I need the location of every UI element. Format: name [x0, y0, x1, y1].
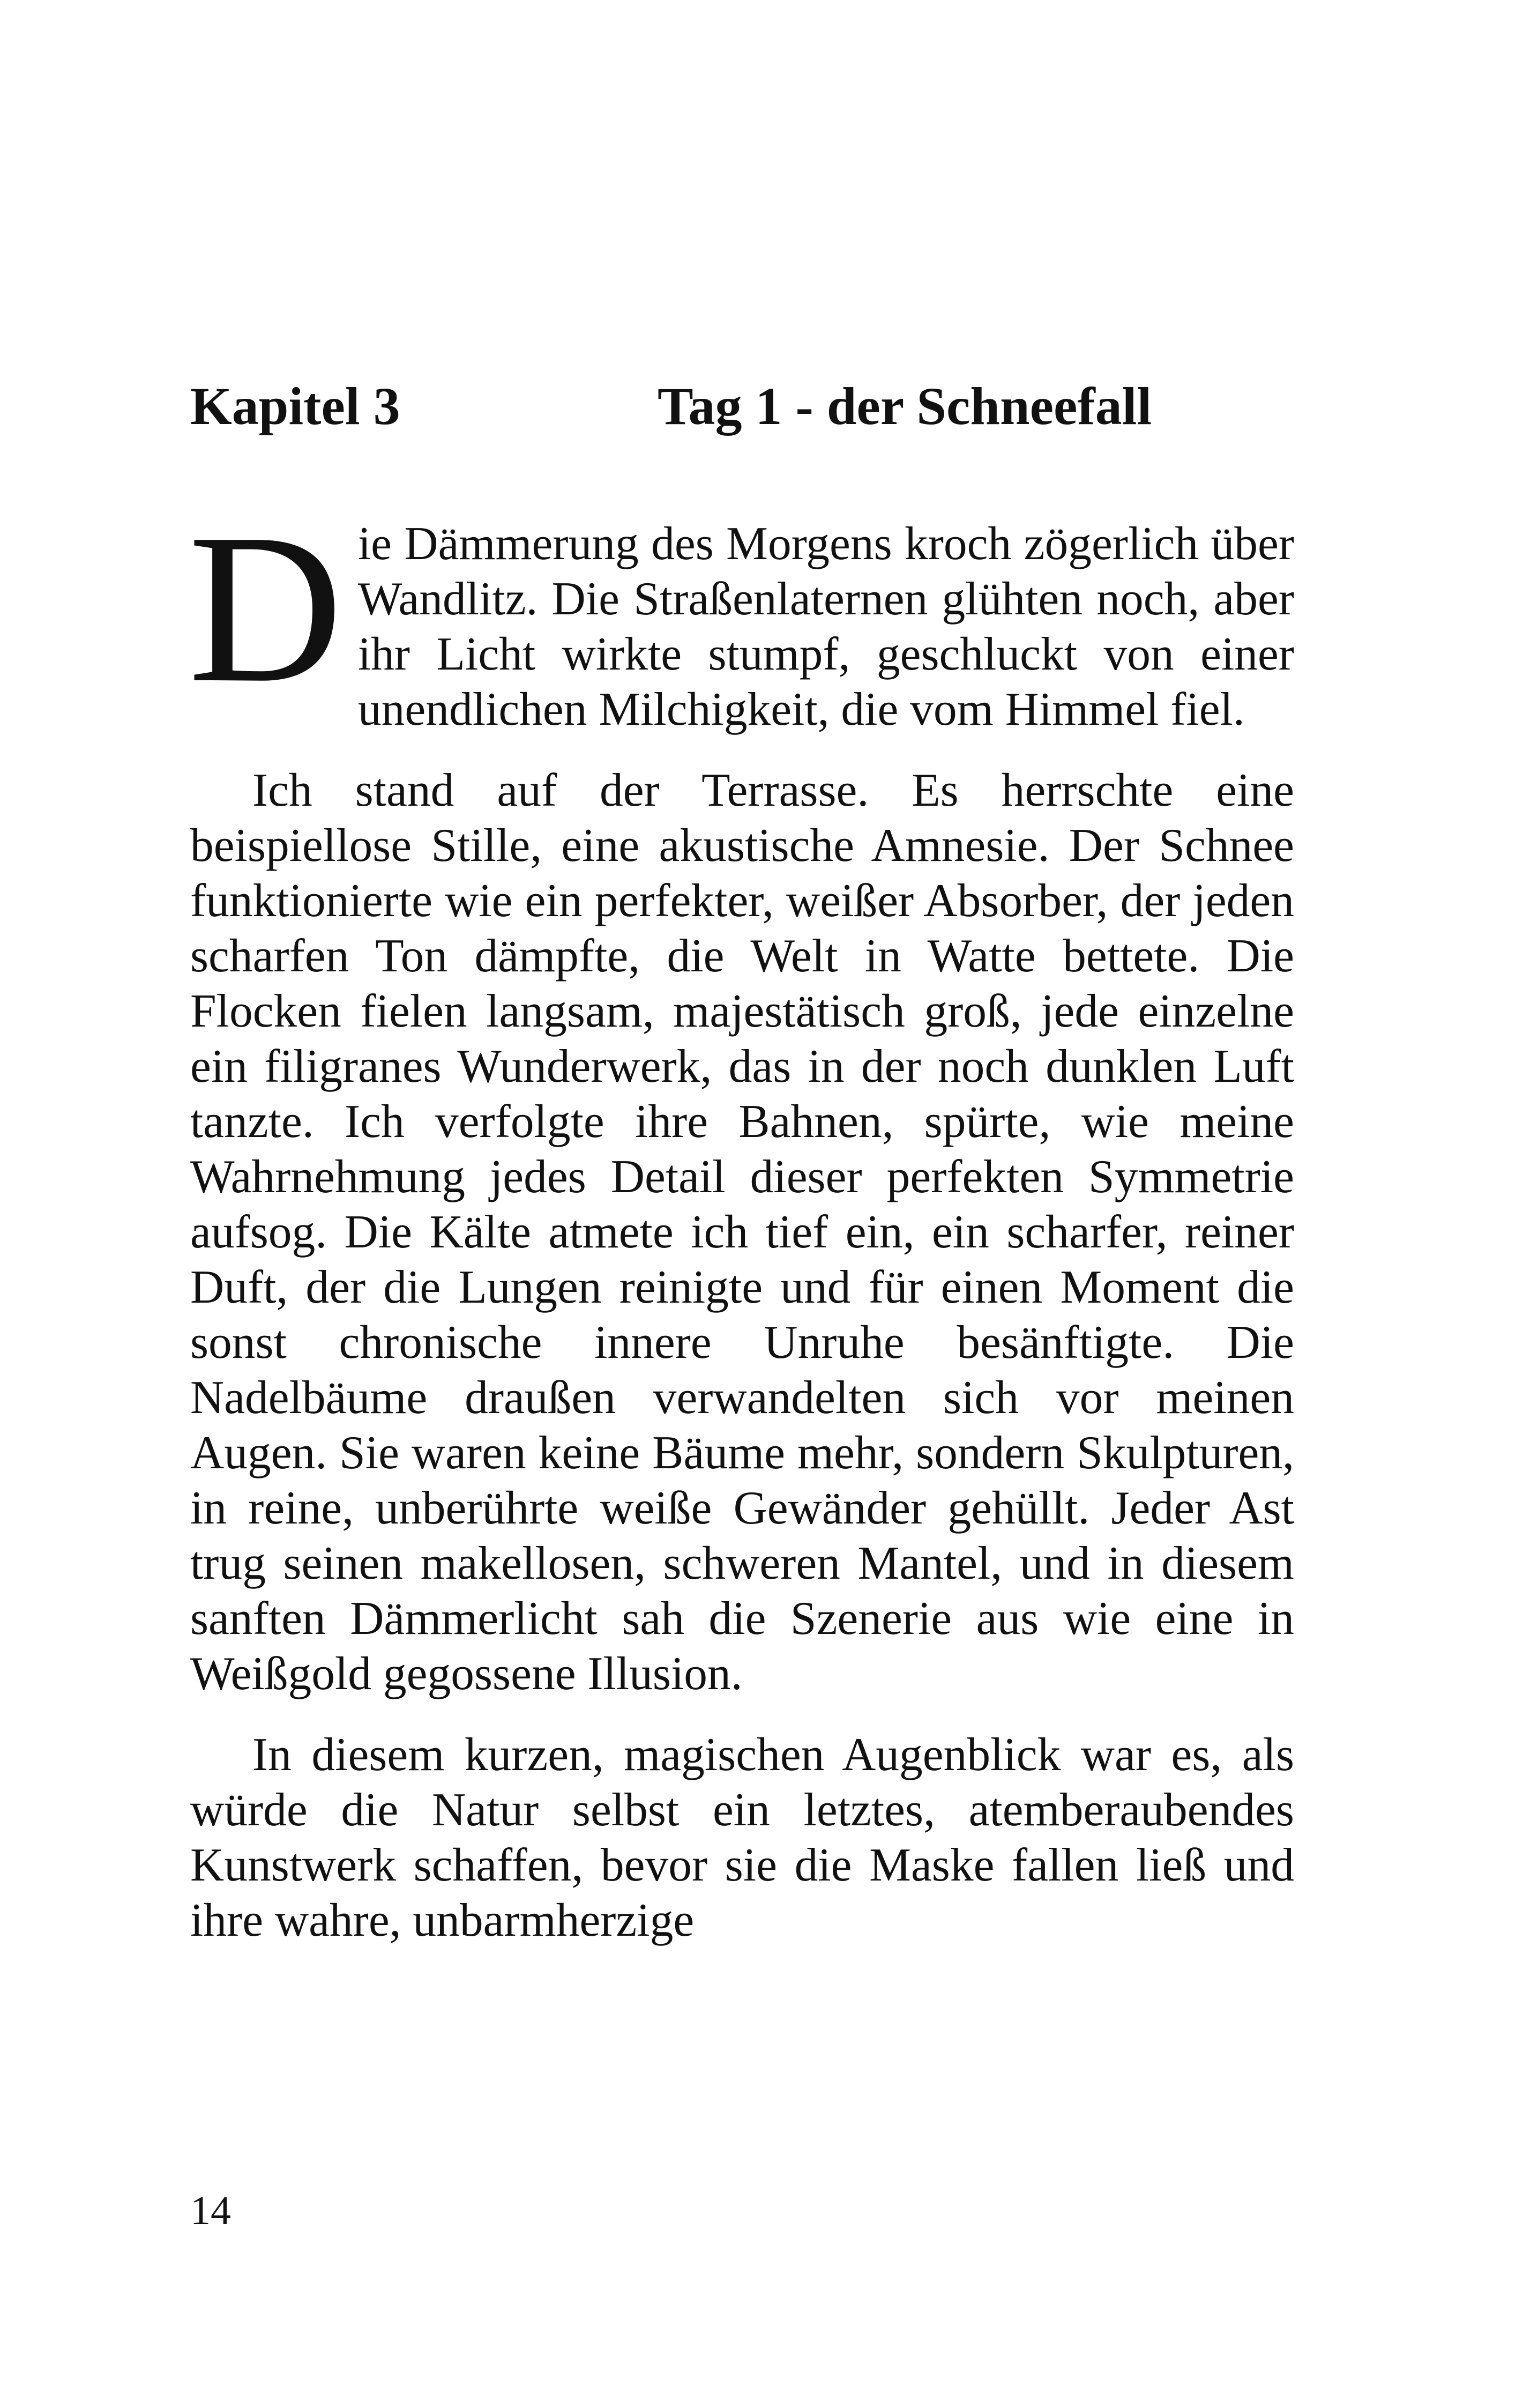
drop-cap: D [188, 489, 343, 727]
chapter-heading [190, 369, 1294, 444]
page-number: 14 [190, 2188, 231, 2233]
chapter-title: Tag 1 - der Schneefall [658, 376, 1152, 436]
paragraph-1 [188, 489, 1294, 737]
chapter-label: Kapitel 3 [190, 376, 400, 436]
paragraph-3: In diesem kurzen, magischen Augenblick war es, als würde die Natur selbst ein letztes, atemberaubendes Kunstwerk schaffen, bevor sie die Maske fallen ließ und ihre wahre, unbarmherzige [190, 1728, 1294, 1946]
paragraph-2: Ich stand auf der Terrasse. Es herrschte eine beispiellose Stille, eine akustische Amnesie. Der Schnee funktionierte wie ein perfekter, weißer Absorber, der jeden scharfen Ton dämpfte, die Welt in Watte bettete. Die Flocken fielen langsam, majestätisch groß, jede einzelne ein filigranes Wunderwerk, das in der noch dunklen Luft tanzte. Ich verfolgte ihre Bahnen, spürte, wie meine Wahrnehmung jedes Detail dieser perfekten Symmetrie aufsog. Die Kälte atmete ich tief ein, ein scharfer, reiner Duft, der die Lungen reinigte und für einen Moment die sonst chronische innere Unruhe besänftigte. Die Nadelbäume draußen verwandelten sich vor meinen Augen. Sie waren keine Bäume mehr, sondern Skulpturen, in reine, unberührte weiße Gewänder gehüllt. Jeder Ast trug seinen makellosen, schweren Mantel, und in diesem sanften Dämmerlicht sah die Szenerie aus wie eine in Weißgold gegossene Illusion. [190, 764, 1294, 1699]
paragraph-1-text: ie Dämmerung des Morgens kroch zögerlich über Wandlitz. Die Straßenlaternen glühten noch, aber ihr Licht wirkte stumpf, geschluckt von einer unendlichen Milchigkeit, die vom Himmel fiel. [357, 517, 1294, 735]
body-text [188, 489, 1294, 1948]
